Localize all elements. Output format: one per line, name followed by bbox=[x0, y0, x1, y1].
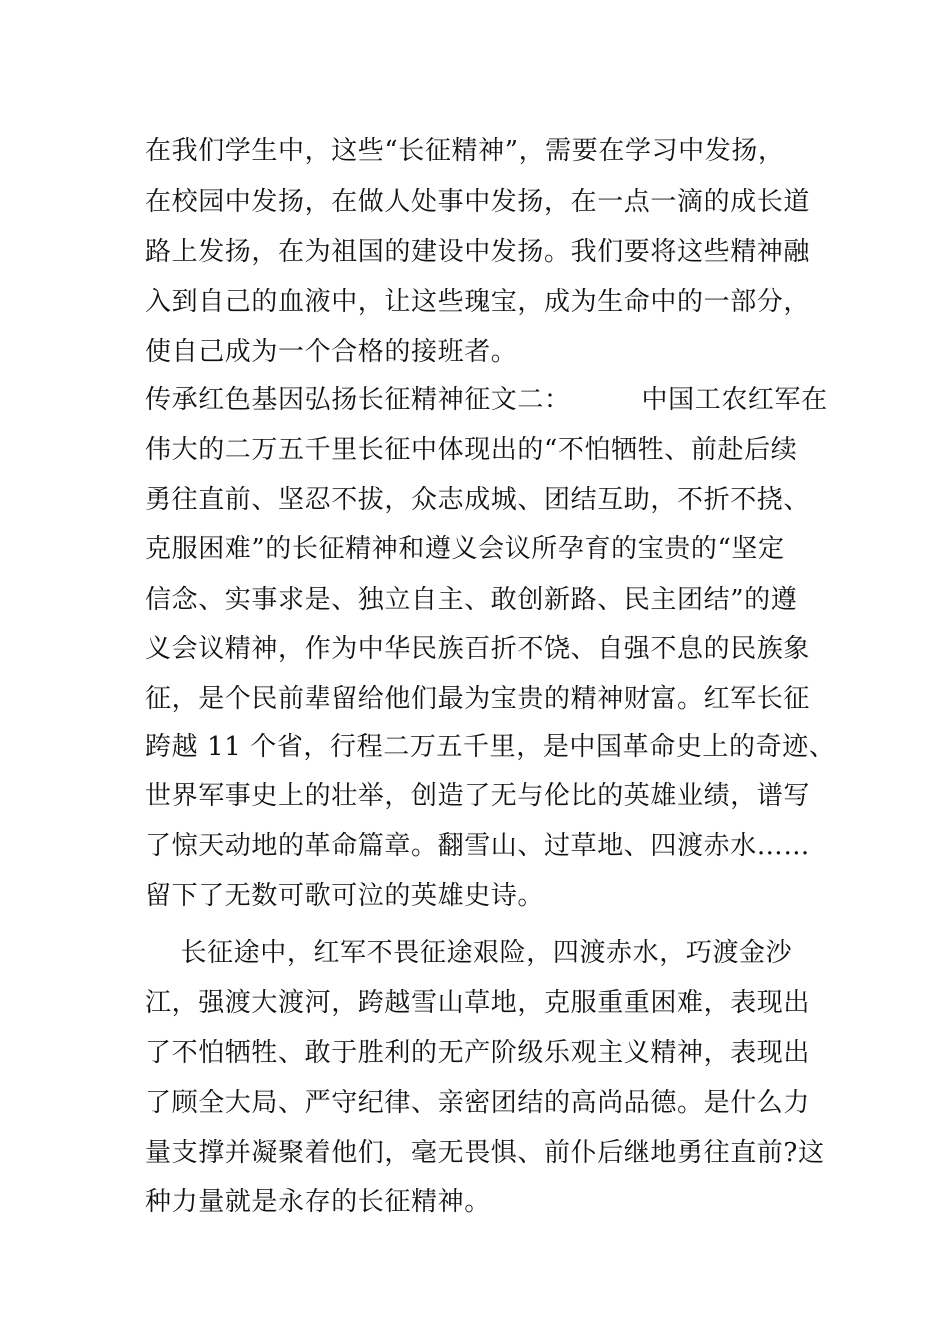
text-line: 量支撑并凝聚着他们，毫无畏惧、前仆后继地勇往直前?这 bbox=[145, 1138, 825, 1168]
text-line: 留下了无数可歌可泣的英雄史诗。 bbox=[145, 881, 545, 911]
text-line: 江，强渡大渡河，跨越雪山草地，克服重重困难，表现出 bbox=[145, 988, 811, 1018]
text-line: 跨越 11 个省，行程二万五千里，是中国革命史上的奇迹、 bbox=[145, 732, 836, 762]
text-line: 了不怕牺牲、敢于胜利的无产阶级乐观主义精神，表现出 bbox=[145, 1038, 811, 1068]
text-line: 了顾全大局、严守纪律、亲密团结的高尚品德。是什么力 bbox=[145, 1088, 811, 1118]
text-line: 勇往直前、坚忍不拔，众志成城、团结互助，不折不挠、 bbox=[145, 485, 811, 515]
text-line: 种力量就是永存的长征精神。 bbox=[145, 1187, 491, 1217]
text-line: 路上发扬，在为祖国的建设中发扬。我们要将这些精神融 bbox=[145, 237, 811, 267]
essay-heading-line: 传承红色基因弘扬长征精神征文二： 中国工农红军在 bbox=[145, 385, 828, 415]
text-line: 义会议精神，作为中华民族百折不饶、自强不息的民族象 bbox=[145, 634, 811, 664]
text-line: 了惊天动地的革命篇章。翻雪山、过草地、四渡赤水…… bbox=[145, 831, 811, 861]
paragraph-first-line: 长征途中，红军不畏征途艰险，四渡赤水，巧渡金沙 bbox=[145, 938, 793, 968]
text-line: 在我们学生中，这些“长征精神”，需要在学习中发扬， bbox=[145, 136, 785, 166]
text-line: 克服困难”的长征精神和遵义会议所孕育的宝贵的“坚定 bbox=[145, 534, 785, 564]
text-line: 在校园中发扬，在做人处事中发扬，在一点一滴的成长道 bbox=[145, 187, 811, 217]
text-line: 世界军事史上的壮举，创造了无与伦比的英雄业绩，谱写 bbox=[145, 781, 811, 811]
text-line: 入到自己的血液中，让这些瑰宝，成为生命中的一部分， bbox=[145, 287, 811, 317]
text-line: 信念、实事求是、独立自主、敢创新路、民主团结”的遵 bbox=[145, 585, 798, 615]
text-line: 伟大的二万五千里长征中体现出的“不怕牺牲、前赴后续 bbox=[145, 435, 798, 465]
text-line: 使自己成为一个合格的接班者。 bbox=[145, 337, 518, 367]
text-line: 征，是个民前辈留给他们最为宝贵的精神财富。红军长征 bbox=[145, 684, 811, 714]
